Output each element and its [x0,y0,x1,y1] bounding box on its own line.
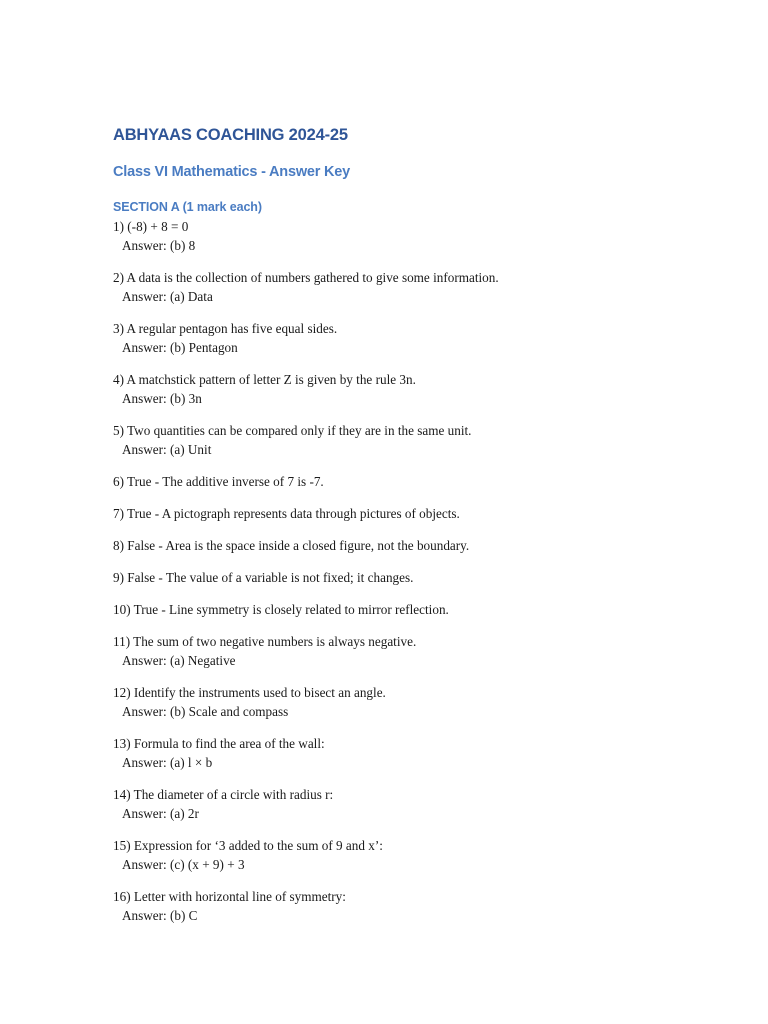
document-subtitle: Class VI Mathematics - Answer Key [113,164,351,180]
answer-text: Answer: (b) 3n [122,391,202,406]
qa-item [113,421,713,459]
question-text: 15) Expression for ‘3 added to the sum of 9 and x’: [113,838,383,853]
qa-item [113,370,713,408]
question-text: 7) True - A pictograph represents data through pictures of objects. [113,506,460,521]
qa-item [113,536,713,555]
section-heading: SECTION A (1 mark each) [113,200,262,214]
qa-item [113,568,713,587]
answer-text: Answer: (a) Data [122,289,213,304]
qa-item [113,887,713,925]
question-text: 2) A data is the collection of numbers gathered to give some information. [113,270,499,285]
qa-item [113,472,713,491]
answer-text: Answer: (a) Negative [122,653,236,668]
question-text: 11) The sum of two negative numbers is always negative. [113,634,417,649]
question-text: 9) False - The value of a variable is not fixed; it changes. [113,570,414,585]
question-text: 3) A regular pentagon has five equal sides. [113,321,338,336]
answer-text: Answer: (b) 8 [122,238,196,253]
qa-item [113,268,713,306]
question-text: 6) True - The additive inverse of 7 is -7. [113,474,324,489]
answer-text: Answer: (a) 2r [122,806,199,821]
answer-text: Answer: (b) Pentagon [122,340,238,355]
question-text: 4) A matchstick pattern of letter Z is given by the rule 3n. [113,372,416,387]
qa-item [113,217,713,255]
question-text: 5) Two quantities can be compared only if they are in the same unit. [113,423,472,438]
question-text: 12) Identify the instruments used to bisect an angle. [113,685,386,700]
question-text: 13) Formula to find the area of the wall: [113,736,325,751]
answer-text: Answer: (c) (x + 9) + 3 [122,857,245,872]
qa-item [113,632,713,670]
question-text: 8) False - Area is the space inside a closed figure, not the boundary. [113,538,470,553]
document-page [113,124,713,938]
qa-item [113,600,713,619]
question-answer-list [113,217,713,925]
answer-text: Answer: (a) Unit [122,442,212,457]
qa-item [113,785,713,823]
qa-item [113,319,713,357]
document-title: ABHYAAS COACHING 2024-25 [113,126,348,144]
question-text: 14) The diameter of a circle with radius r: [113,787,334,802]
question-text: 1) (-8) + 8 = 0 [113,219,189,234]
qa-item [113,683,713,721]
answer-text: Answer: (b) Scale and compass [122,704,289,719]
question-text: 10) True - Line symmetry is closely related to mirror reflection. [113,602,449,617]
answer-text: Answer: (a) l × b [122,755,213,770]
qa-item [113,504,713,523]
qa-item [113,836,713,874]
question-text: 16) Letter with horizontal line of symmetry: [113,889,346,904]
answer-text: Answer: (b) C [122,908,198,923]
qa-item [113,734,713,772]
